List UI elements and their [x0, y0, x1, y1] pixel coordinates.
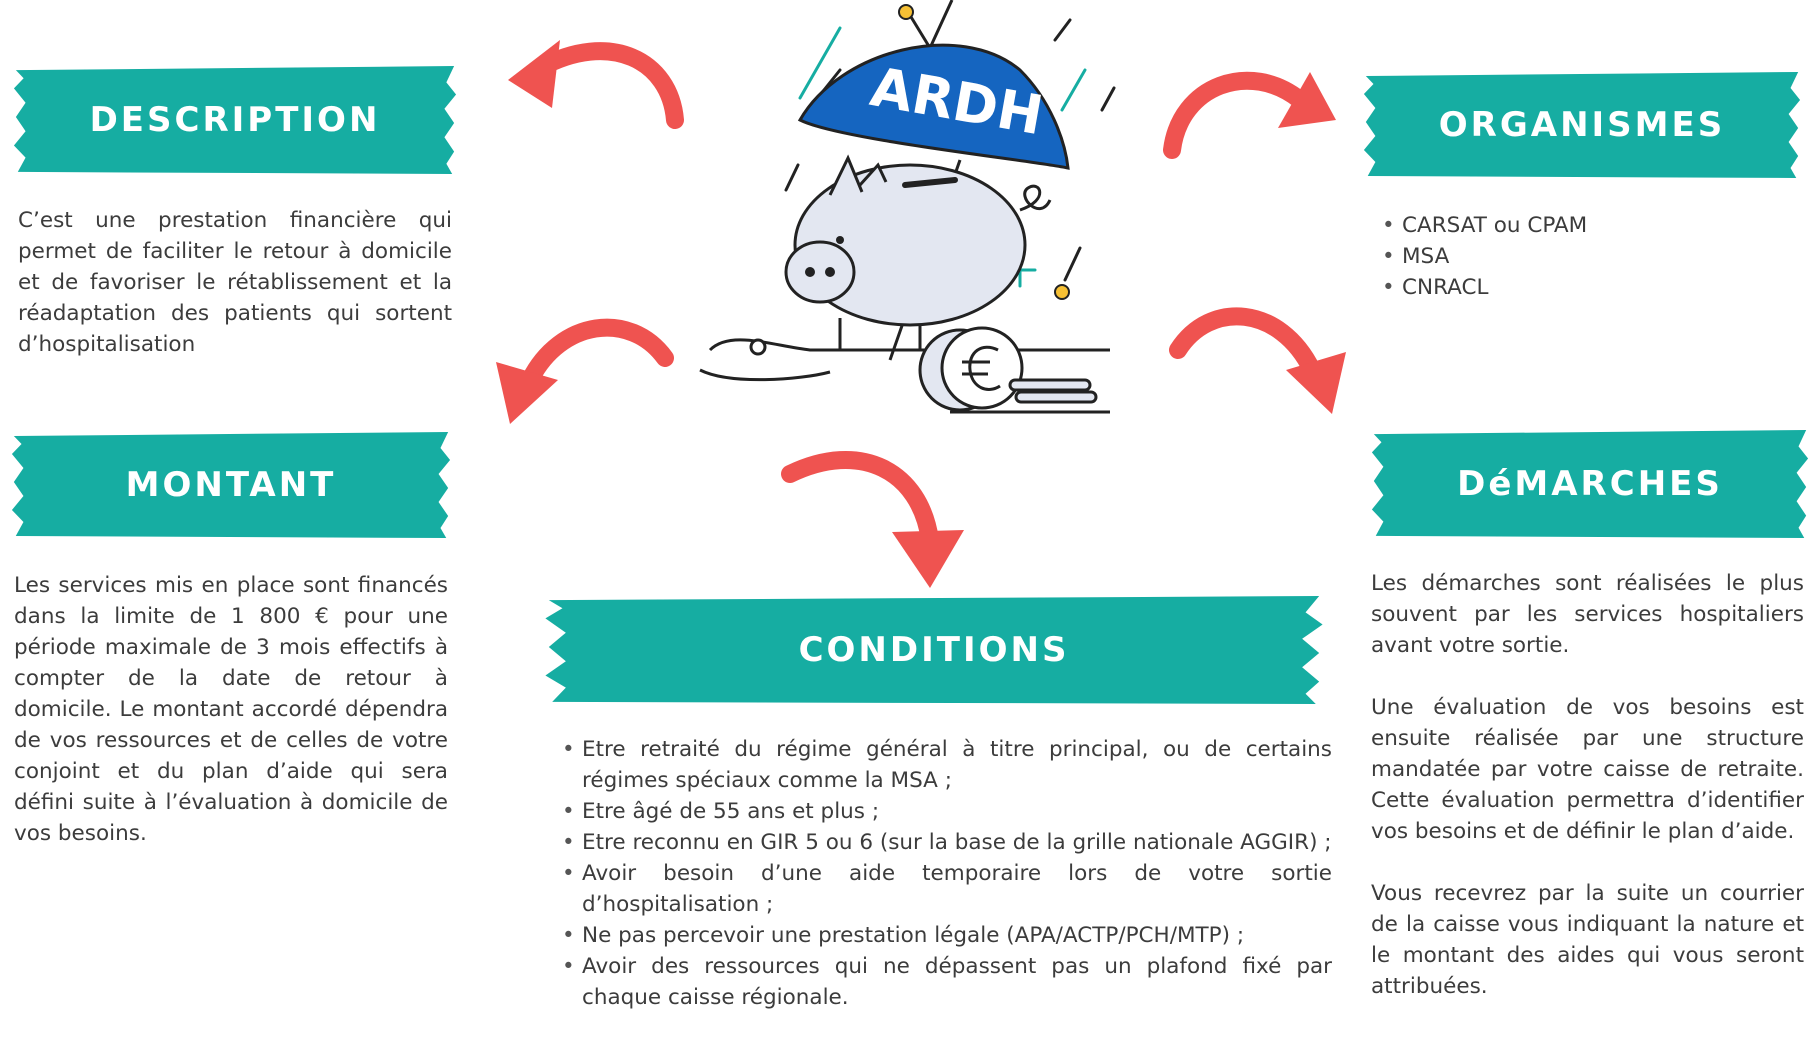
conditions-list [562, 734, 1332, 1013]
organismes-title: ORGANISMES [1438, 105, 1726, 145]
demarches-text [1371, 568, 1804, 1002]
curved-arrow-icon [1160, 50, 1350, 160]
demarches-paragraph: Les démarches sont réalisées le plus souvent par les services hospitaliers avant votre sortie. [1371, 571, 1804, 658]
demarches-banner [1370, 428, 1810, 540]
logo-text: ARDH [866, 55, 1048, 148]
organismes-banner [1362, 70, 1802, 180]
conditions-title: CONDITIONS [798, 630, 1070, 670]
description-title: DESCRIPTION [89, 100, 381, 140]
conditions-banner [542, 594, 1326, 706]
list-item: • Etre âgé de 55 ans et plus ; [562, 796, 1332, 827]
montant-banner [10, 430, 452, 540]
list-item: • MSA [1382, 241, 1782, 272]
list-item: • Etre retraité du régime général à titre principal, ou de certains régimes spéciaux comme la MSA ; [562, 734, 1332, 796]
curved-arrow-icon [1160, 290, 1360, 420]
demarches-paragraph: Une évaluation de vos besoins est ensuite réalisée par une structure mandatée par votre caisse de retraite. Cette évaluation permettra d’identifier vos besoins et de définir le plan d’aide. [1371, 695, 1804, 844]
description-text: C’est une prestation financière qui permet de faciliter le retour à domicile et de favoriser le rétablissement et la réadaptation des patients qui sortent d’hospitalisation [18, 208, 452, 357]
list-item: • Avoir des ressources qui ne dépassent pas un plafond fixé par chaque caisse régionale. [562, 951, 1332, 1013]
demarches-title: DéMARCHES [1457, 464, 1723, 504]
list-item: • Etre reconnu en GIR 5 ou 6 (sur la base de la grille nationale AGGIR) ; [562, 827, 1332, 858]
curved-arrow-icon [780, 440, 970, 590]
montant-text: Les services mis en place sont financés dans la limite de 1 800 € pour une période maximale de 3 mois effectifs à compter de la date de retour à domicile. Le montant accordé dépendra de vos ressources et de celles de votre conjoint et du plan d’aide qui sera défini suite à l’évaluation à domicile de vos besoins. [14, 573, 448, 846]
list-item: • Ne pas percevoir une prestation légale (APA/ACTP/PCH/MTP) ; [562, 920, 1332, 951]
description-banner [12, 64, 458, 176]
list-item: • CNRACL [1382, 272, 1782, 303]
montant-title: MONTANT [125, 465, 337, 505]
organismes-list [1382, 210, 1782, 303]
curved-arrow-icon [490, 20, 690, 130]
list-item: • CARSAT ou CPAM [1382, 210, 1782, 241]
curved-arrow-icon [480, 300, 680, 430]
piggy-bank-umbrella-illustration [690, 0, 1130, 420]
demarches-paragraph: Vous recevrez par la suite un courrier de la caisse vous indiquant la nature et le montant des aides qui vous seront attribuées. [1371, 881, 1804, 999]
list-item: • Avoir besoin d’une aide temporaire lors de votre sortie d’hospitalisation ; [562, 858, 1332, 920]
